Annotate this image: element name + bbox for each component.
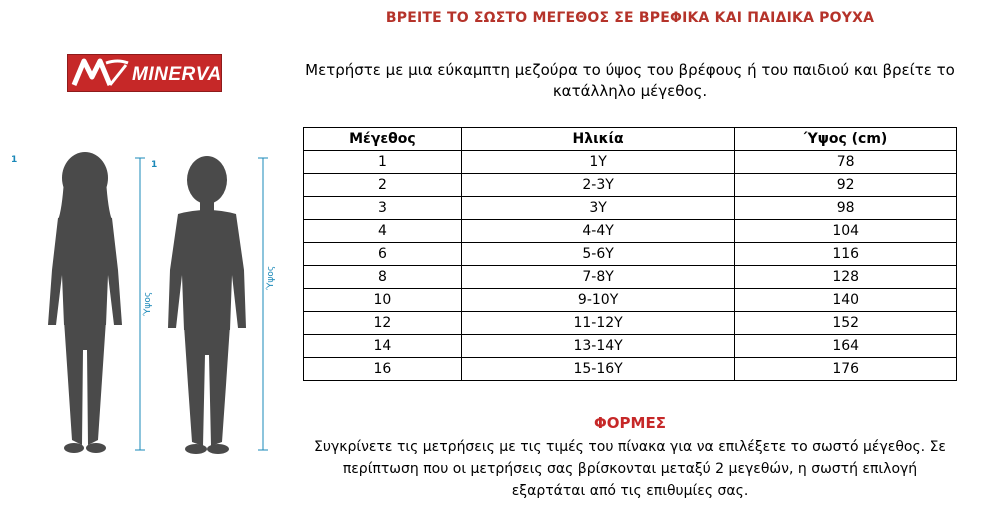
table-row: [304, 358, 957, 381]
table-row: [304, 220, 957, 243]
page-title: ΒΡΕΙΤΕ ΤΟ ΣΩΣΤΟ ΜΕΓΕΘΟΣ ΣΕ ΒΡΕΦΙΚΑ ΚΑΙ ΠΑΙΔΙΚΑ ΡΟΥΧΑ: [385, 10, 875, 26]
cell-age: 13-14Y: [461, 335, 735, 358]
cell-size: 12: [304, 312, 462, 335]
cell-size: 4: [304, 220, 462, 243]
cell-age: 5-6Y: [461, 243, 735, 266]
table-header-row: [304, 128, 957, 151]
cell-height: 128: [735, 266, 957, 289]
cell-height: 140: [735, 289, 957, 312]
table-row: [304, 289, 957, 312]
boy-height-label: Ύψος: [266, 265, 276, 290]
cell-size: 8: [304, 266, 462, 289]
cell-size: 3: [304, 197, 462, 220]
cell-size: 10: [304, 289, 462, 312]
cell-height: 104: [735, 220, 957, 243]
cell-age: 3Y: [461, 197, 735, 220]
cell-height: 164: [735, 335, 957, 358]
cell-age: 11-12Y: [461, 312, 735, 335]
table-row: [304, 312, 957, 335]
cell-age: 2-3Y: [461, 174, 735, 197]
cell-height: 92: [735, 174, 957, 197]
table-row: [304, 266, 957, 289]
instructions-note: Συγκρίνετε τις μετρήσεις με τις τιμές του πίνακα για να επιλέξετε το σωστό μέγεθος. Σε περίπτωση που οι μετρήσεις σας βρίσκονται μεταξύ 2 μεγεθών, η σωστή επιλογή εξαρτάται από τις επιθυμίες σας.: [314, 439, 946, 499]
table-row: [304, 335, 957, 358]
table-row: [304, 243, 957, 266]
header-height: Ύψος (cm): [735, 128, 957, 151]
cell-height: 176: [735, 358, 957, 381]
cell-size: 2: [304, 174, 462, 197]
header-age: Ηλικία: [461, 128, 735, 151]
cell-age: 9-10Y: [461, 289, 735, 312]
cell-age: 4-4Y: [461, 220, 735, 243]
cell-age: 15-16Y: [461, 358, 735, 381]
cell-size: 14: [304, 335, 462, 358]
cell-age: 7-8Y: [461, 266, 735, 289]
intro-text: Μετρήστε με μια εύκαμπτη μεζούρα το ύψος του βρέφους ή του παιδιού και βρείτε το κατάλληλο μέγεθος.: [305, 61, 955, 100]
cell-size: 6: [304, 243, 462, 266]
table-row: [304, 197, 957, 220]
minerva-logo: [67, 54, 222, 92]
cell-height: 152: [735, 312, 957, 335]
logo-text: MINERVA: [132, 64, 222, 85]
table-row: [304, 151, 957, 174]
girl-marker: 1: [11, 155, 18, 165]
boy-marker: 1: [151, 160, 158, 170]
cell-size: 1: [304, 151, 462, 174]
minerva-m-icon: [70, 55, 130, 91]
table-row: [304, 174, 957, 197]
cell-age: 1Y: [461, 151, 735, 174]
cell-height: 98: [735, 197, 957, 220]
boy-height-line-icon: [253, 156, 273, 456]
girl-silhouette-icon: [38, 150, 133, 460]
girl-height-label: Ύψος: [143, 291, 153, 316]
cell-size: 16: [304, 358, 462, 381]
cell-height: 78: [735, 151, 957, 174]
header-size: Μέγεθος: [304, 128, 462, 151]
cell-height: 116: [735, 243, 957, 266]
size-table: [303, 127, 957, 381]
boy-silhouette-icon: [160, 150, 255, 460]
forms-heading: ΦΟΡΜΕΣ: [594, 414, 666, 432]
